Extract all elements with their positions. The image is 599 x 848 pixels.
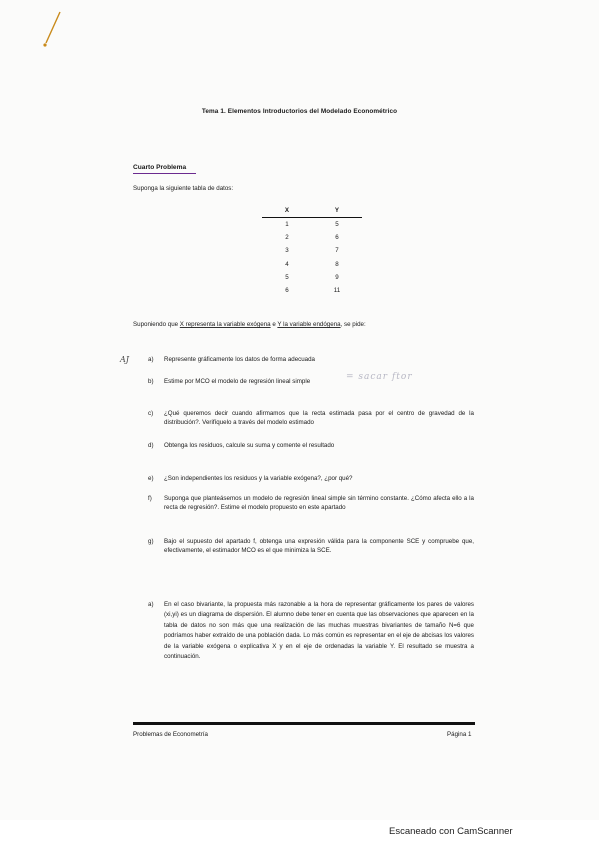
section-underline: [133, 173, 196, 174]
table-cell-x: 6: [285, 287, 289, 295]
table-cell-y: 9: [335, 273, 339, 281]
question-letter: a): [148, 356, 154, 363]
footer-page-number: Página 1: [447, 731, 472, 738]
scanner-watermark: Escaneado con CamScanner: [389, 826, 513, 837]
question-letter: c): [148, 410, 154, 417]
data-table: [262, 207, 362, 297]
handwritten-margin-mark: AJ: [120, 355, 129, 364]
premise-part: Suponiendo que: [133, 321, 180, 328]
premise-exogenous: X representa la variable exógena: [179, 321, 271, 328]
table-cell-x: 3: [285, 247, 289, 255]
table-row: [262, 284, 362, 297]
question-letter: d): [148, 442, 154, 449]
handwritten-note: = sacar ftor: [346, 372, 413, 382]
question-text: ¿Son independientes los residuos y la variable exógena?, ¿por qué?: [164, 475, 353, 482]
table-cell-y: 5: [335, 221, 339, 229]
table-cell-x: 4: [285, 260, 289, 268]
question-letter: f): [148, 495, 152, 502]
table-cell-y: 8: [335, 260, 339, 268]
question-text: Bajo el supuesto del apartado f, obtenga una expresión válida para la componente SCE y compruebe que, efectivamente, el estimador MCO es el que minimiza la SCE.: [164, 538, 474, 554]
question-text: ¿Qué queremos decir cuando afirmamos que la recta estimada pasa por el centro de gravedad de la distribución?. Verifíquelo a través del modelo estimado: [164, 410, 474, 426]
question-text: Obtenga los residuos, calcule su suma y comente el resultado: [164, 442, 335, 449]
intro-text: Suponga la siguiente tabla de datos:: [133, 185, 234, 192]
footer-rule: [133, 722, 475, 725]
table-cell-y: 11: [333, 287, 341, 295]
question-text: Suponga que planteásemos un modelo de regresión lineal simple sin término constante. ¿Cómo afecta ello a la recta de regresión?. Estime el modelo propuesto en este apartado: [164, 495, 474, 511]
question-text: Represente gráficamente los datos de forma adecuada: [164, 356, 315, 363]
answer-text: En el caso bivariante, la propuesta más razonable a la hora de representar gráficamente los pares de valores (xi,yi) es un diagrama de dispersión. El alumno debe tener en cuenta que las observaciones que aparecen en la tabla de datos no son más que una realización de las muchas muestras bivariantes de tamaño N=6 que podríamos haber extraído de una población dada. Lo más común es representar en el eje de abcisas los valores de la variable exógena o explicativa X y en el eje de ordenadas la variable Y. El resultado se muestra a continuación.: [164, 601, 474, 661]
table-cell-x: 5: [285, 273, 289, 281]
table-row: [262, 244, 362, 257]
premise-part: , se pide:: [340, 321, 366, 328]
question-text: Estime por MCO el modelo de regresión lineal simple: [164, 378, 311, 385]
table-cell-x: 2: [285, 234, 289, 242]
table-header-y: Y: [312, 207, 362, 218]
table-cell-y: 6: [335, 234, 339, 242]
premise-endogenous: Y la variable endógena: [277, 321, 341, 328]
question-letter: g): [148, 538, 154, 545]
answer-letter: a): [148, 601, 154, 608]
pen-stroke-mark: [40, 10, 70, 50]
premise-text: [133, 321, 366, 328]
question-letter: e): [148, 475, 154, 482]
question-letter: b): [148, 378, 154, 385]
table-row: [262, 271, 362, 284]
table-cell-y: 7: [335, 247, 339, 255]
document-title: Tema 1. Elementos Introductorios del Modelado Econométrico: [201, 108, 398, 115]
footer-left: Problemas de Econometría: [133, 731, 208, 738]
premise-part: e: [270, 321, 278, 328]
table-row: [262, 231, 362, 244]
table-row: [262, 258, 362, 271]
table-row: [262, 218, 362, 232]
table-header-x: X: [262, 207, 312, 218]
table-cell-x: 1: [285, 221, 289, 229]
section-heading: Cuarto Problema: [133, 164, 187, 171]
